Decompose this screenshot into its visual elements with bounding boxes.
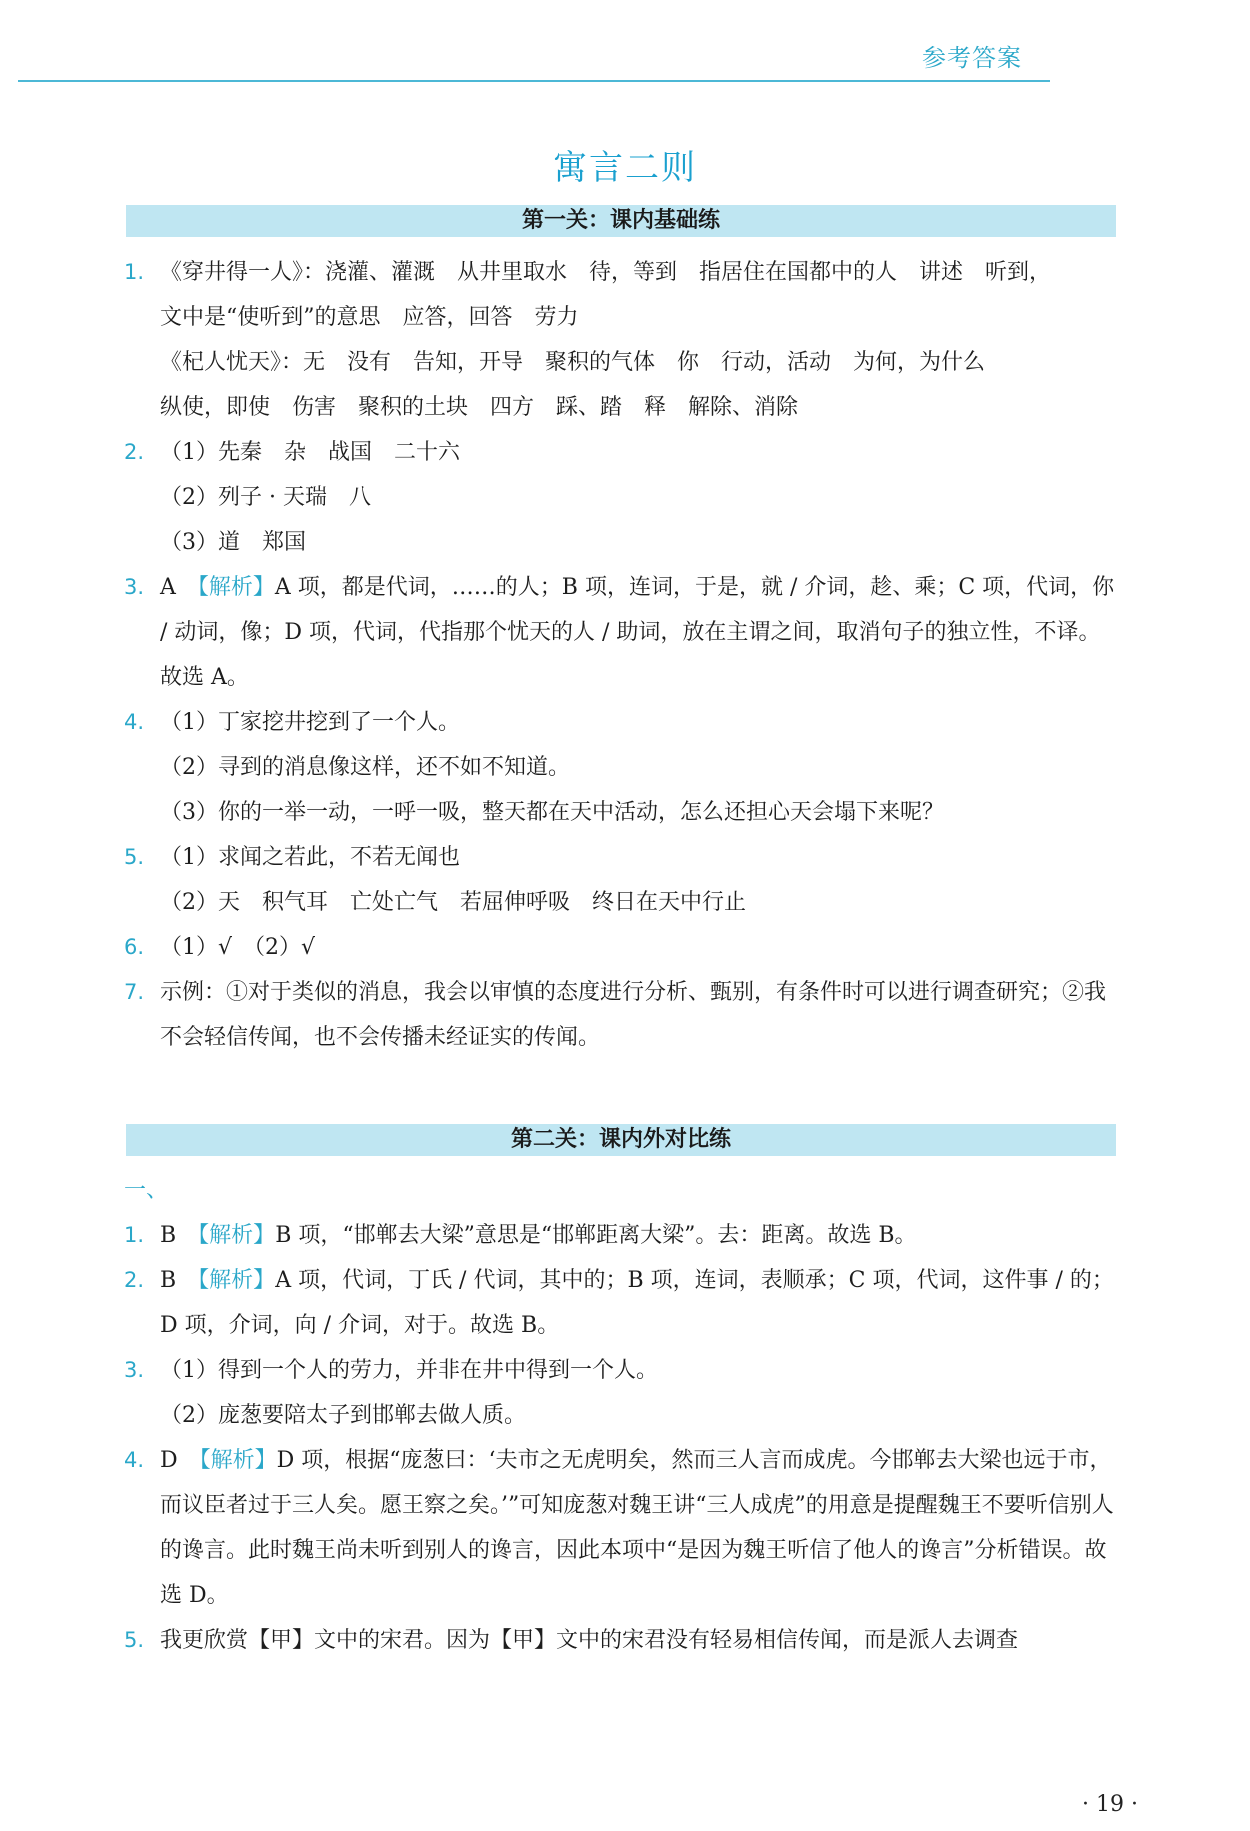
question-number: 6. — [124, 935, 145, 959]
analysis-text: B 项，“邯郸去大梁”意思是“邯郸距离大梁”。去：距离。故选 B。 — [275, 1223, 917, 1248]
question-number: 4. — [124, 1448, 145, 1472]
answer-line: （2）列子 · 天瑞 八 — [160, 485, 371, 510]
header-rule — [18, 80, 1050, 82]
question-number: 1. — [124, 260, 145, 284]
answer-line: 《穿井得一人》：浇灌、灌溉 从井里取水 待，等到 指居住在国都中的人 讲述 听到， — [160, 260, 1052, 285]
answer-line: （2）庞葱要陪太子到邯郸去做人质。 — [160, 1403, 526, 1428]
question-number: 5. — [124, 1628, 145, 1652]
part-label: 一、 — [124, 1178, 169, 1203]
question-number: 4. — [124, 710, 145, 734]
analysis-text: D 项，根据“庞葱曰：‘夫市之无虎明矣，然而三人言而成虎。今邯郸去大梁也远于市，而议臣者过于三人矣。愿王察之矣。’”可知庞葱对魏王讲“三人成虎”的用意是提醒魏王不要听信别人的谗言。此时魏王尚未听到别人的谗言，因此本项中“是因为魏王听信了他人的谗言”分析错误。故选 D。 — [160, 1448, 1114, 1608]
analysis-text: A 项，都是代词，……的人；B 项，连词，于是，就 / 介词，趁、乘；C 项，代词，你 / 动词，像；D 项，代词，代指那个忧天的人 / 助词，放在主谓之间，取消句子的独立性，不译。故选 A。 — [160, 575, 1115, 690]
answer-line: （2）天 积气耳 亡处亡气 若屈伸呼吸 终日在天中行止 — [160, 890, 746, 915]
answer-line: 《杞人忧天》：无 没有 告知，开导 聚积的气体 你 行动，活动 为何，为什么 — [160, 350, 986, 375]
analysis-tag: 【解析】 — [198, 1268, 276, 1293]
question-1 — [124, 1213, 1116, 1258]
section-2-heading: 第二关：课内外对比练 — [126, 1124, 1116, 1156]
answer-line: （3）你的一举一动，一呼一吸，整天都在天中活动，怎么还担心天会塌下来呢？ — [160, 800, 944, 825]
question-number: 1. — [124, 1223, 145, 1247]
analysis-text: A 项，代词，丁氏 / 代词，其中的；B 项，连词，表顺承；C 项，代词，这件事 / 的；D 项，介词，向 / 介词，对于。故选 B。 — [160, 1268, 1114, 1338]
analysis-tag: 【解析】 — [198, 1223, 276, 1248]
answer-choice: B — [160, 1223, 199, 1248]
answer-text: 示例：①对于类似的消息，我会以审慎的态度进行分析、甄别，有条件时可以进行调查研究；②我不会轻信传闻，也不会传播未经证实的传闻。 — [160, 980, 1107, 1050]
question-6 — [124, 925, 1116, 970]
question-4 — [124, 700, 1116, 835]
question-5 — [124, 1618, 1116, 1663]
answer-text: 我更欣赏【甲】文中的宋君。因为【甲】文中的宋君没有轻易相信传闻，而是派人去调查 — [160, 1628, 1019, 1653]
question-number: 3. — [124, 1358, 145, 1382]
question-1 — [124, 250, 1116, 430]
section-1-heading: 第一关：课内基础练 — [126, 205, 1116, 237]
answer-line: 文中是“使听到”的意思 应答，回答 劳力 — [160, 305, 579, 330]
question-3 — [124, 1348, 1116, 1438]
question-2 — [124, 1258, 1116, 1348]
page-title: 寓言二则 — [553, 148, 697, 188]
header-label: 参考答案 — [922, 44, 1022, 72]
answer-choice: D — [160, 1448, 200, 1473]
question-2 — [124, 430, 1116, 565]
question-number: 3. — [124, 575, 145, 599]
analysis-tag: 【解析】 — [199, 1448, 277, 1473]
answer-line: （1）求闻之若此，不若无闻也 — [160, 845, 460, 870]
answer-line: （1）得到一个人的劳力，并非在井中得到一个人。 — [160, 1358, 658, 1383]
question-number: 5. — [124, 845, 145, 869]
answer-line: （1）先秦 杂 战国 二十六 — [160, 440, 460, 465]
question-7 — [124, 970, 1116, 1060]
answer-choice: A — [160, 575, 198, 600]
question-number: 7. — [124, 980, 145, 1004]
question-4 — [124, 1438, 1116, 1618]
section-2-content — [124, 1168, 1116, 1663]
answer-line: （1）丁家挖井挖到了一个人。 — [160, 710, 460, 735]
answer-line: （2）寻到的消息像这样，还不如不知道。 — [160, 755, 570, 780]
answer-line: 纵使，即使 伤害 聚积的土块 四方 踩、踏 释 解除、消除 — [160, 395, 799, 420]
question-number: 2. — [124, 1268, 145, 1292]
question-number: 2. — [124, 440, 145, 464]
question-3 — [124, 565, 1116, 700]
page-number: · 19 · — [1082, 1792, 1138, 1817]
answer-line: （1）√ （2）√ — [160, 935, 316, 960]
analysis-tag: 【解析】 — [197, 575, 275, 600]
section-1-content — [124, 250, 1116, 1060]
answer-choice: B — [160, 1268, 199, 1293]
answer-line: （3）道 郑国 — [160, 530, 306, 555]
question-5 — [124, 835, 1116, 925]
